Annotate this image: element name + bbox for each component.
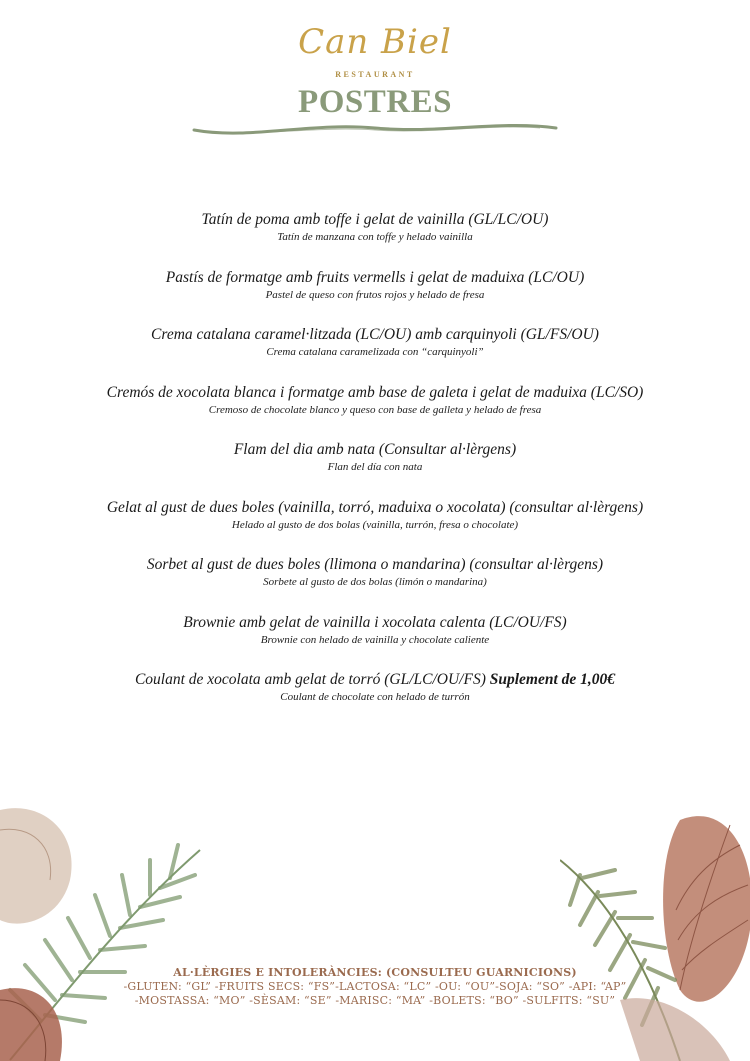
dish-item	[0, 324, 750, 382]
dish-description: Brownie con helado de vainilla y chocolate caliente	[260, 633, 490, 646]
dessert-list	[0, 209, 750, 727]
dish-item	[0, 439, 750, 497]
restaurant-logo-subtitle: RESTAURANT	[335, 70, 415, 79]
page-title: POSTRES	[298, 84, 452, 120]
allergen-codes-line-2: -MOSTASSA: “MO” -SÈSAM: “SE” -MARISC: “MA” -BOLETS: “BO” -SULFITS: “SU”	[134, 994, 616, 1007]
dish-name: Pastís de formatge amb fruits vermells i gelat de maduixa (LC/OU)	[165, 268, 585, 286]
allergen-codes-line-1: -GLUTEN: “GL” -FRUITS SECS: “FS”-LACTOSA: “LC” -OU: “OU”-SOJA: “SO” -API: “AP”	[123, 980, 627, 993]
dish-name-text: Coulant de xocolata amb gelat de torró (GL/LC/OU/FS)	[134, 671, 486, 688]
dish-item	[0, 669, 750, 727]
allergen-heading: AL·LÈRGIES E INTOLERÀNCIES: (CONSULTEU GUARNICIONS)	[173, 966, 577, 979]
restaurant-logo: Can Biel	[298, 22, 452, 62]
dish-description: Coulant de chocolate con helado de turrón	[280, 691, 470, 703]
dish-item	[0, 209, 750, 267]
menu-header	[0, 0, 750, 150]
title-flourish-icon	[190, 118, 560, 140]
dish-item	[0, 612, 750, 670]
dish-name: Cremós de xocolata blanca i formatge amb base de galeta i gelat de maduixa (LC/SO)	[106, 383, 644, 401]
dish-description: Sorbete al gusto de dos bolas (limón o mandarina)	[263, 576, 487, 588]
dish-description: Flan del día con nata	[327, 461, 423, 473]
supplement-price: Suplement de 1,00€	[489, 671, 616, 688]
dish-description: Cremoso de chocolate blanco y queso con base de galleta y helado de fresa	[208, 403, 542, 416]
dish-name	[0, 669, 750, 691]
dish-name: Flam del dia amb nata (Consultar al·lèrgens)	[233, 441, 517, 458]
palm-leaf-decoration-icon	[560, 800, 750, 1061]
dish-name: Crema catalana caramel·litzada (LC/OU) amb carquinyoli (GL/FS/OU)	[151, 326, 599, 343]
dish-description: Pastel de queso con frutos rojos y helado de fresa	[265, 288, 485, 301]
dish-name: Tatín de poma amb toffe i gelat de vainilla (GL/LC/OU)	[201, 211, 549, 228]
dish-item	[0, 382, 750, 440]
palm-leaf-decoration-icon	[0, 800, 230, 1061]
allergen-legend	[0, 966, 750, 1008]
dish-name: Gelat al gust de dues boles (vainilla, torró, maduixa o xocolata) (consultar al·lèrgens)	[106, 498, 644, 516]
dish-description: Tatín de manzana con toffe y helado vainilla	[277, 231, 473, 243]
dish-name: Sorbet al gust de dues boles (llimona o mandarina) (consultar al·lèrgens)	[146, 556, 604, 573]
dish-name: Brownie amb gelat de vainilla i xocolata calenta (LC/OU/FS)	[183, 613, 567, 631]
dish-item	[0, 267, 750, 325]
dish-description: Crema catalana caramelizada con “carquinyoli”	[266, 346, 484, 358]
dish-item	[0, 497, 750, 555]
dish-item	[0, 554, 750, 612]
dish-description: Helado al gusto de dos bolas (vainilla, turrón, fresa o chocolate)	[231, 518, 519, 531]
